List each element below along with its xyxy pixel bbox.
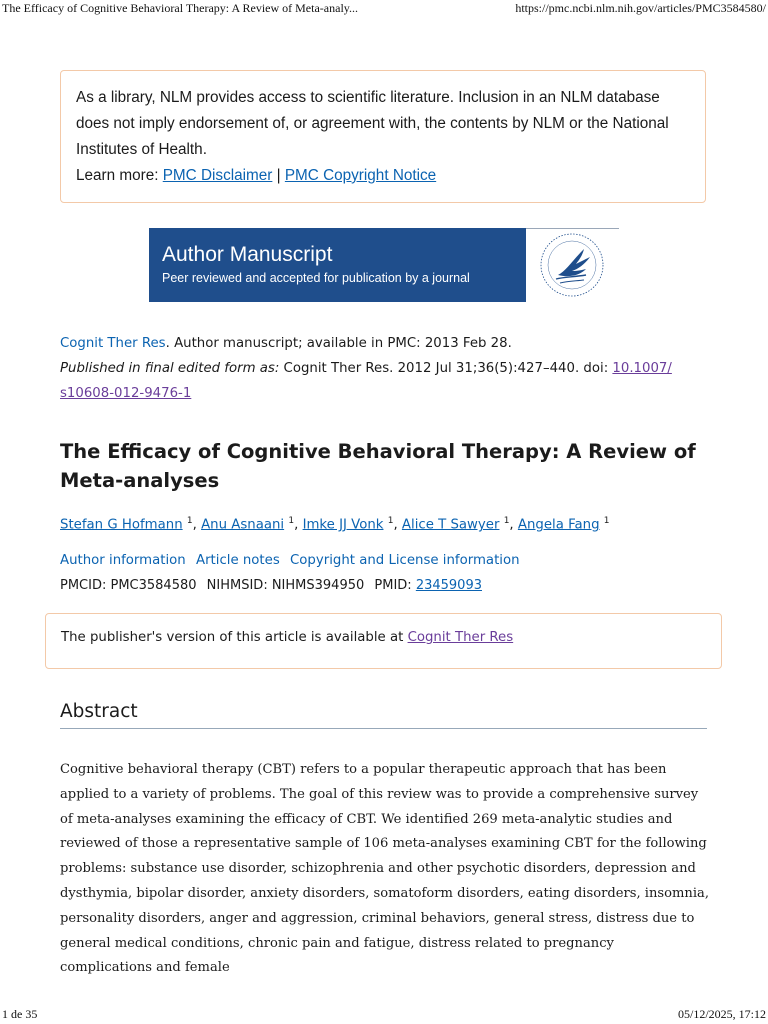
author-manuscript-banner [149, 228, 619, 302]
citation-block [60, 331, 700, 406]
published-ref: Cognit Ther Res. 2012 Jul 31;36(5):427–440. doi: [279, 361, 613, 376]
pmc-disclaimer-link[interactable]: PMC Disclaimer [162, 167, 273, 184]
author-affiliation: 1 [387, 516, 394, 526]
nihmsid: NIHMSID: NIHMS394950 [206, 578, 365, 593]
banner-subtitle: Peer reviewed and accepted for publication by a journal [162, 271, 470, 285]
author-affiliation: 1 [288, 516, 295, 526]
author-link[interactable]: Alice T Sawyer [401, 517, 500, 533]
print-header [0, 0, 768, 18]
pmcid: PMCID: PMC3584580 [60, 578, 197, 593]
journal-link[interactable]: Cognit Ther Res [60, 336, 166, 351]
publisher-version-box [45, 613, 722, 669]
pmc-copyright-link[interactable]: PMC Copyright Notice [284, 167, 437, 184]
availability-text: . Author manuscript; available in PMC: 2013 Feb 28. [165, 336, 512, 351]
article-notes-button[interactable]: Article notes [195, 553, 280, 568]
author-link[interactable]: Stefan G Hofmann [60, 517, 183, 533]
print-header-title: The Efficacy of Cognitive Behavioral Therapy: A Review of Meta-analy... [2, 1, 358, 15]
print-footer [0, 1006, 768, 1024]
banner-title: Author Manuscript [162, 243, 333, 266]
nlm-disclaimer-box [60, 70, 706, 203]
author-affiliation: 1 [503, 516, 510, 526]
article-meta-links [60, 550, 526, 572]
doi-link[interactable]: 10.1007/ s10608-012-9476-1 [60, 361, 672, 401]
page-number: 1 de 35 [2, 1007, 38, 1021]
author-link[interactable]: Angela Fang [517, 517, 600, 533]
hhs-seal-icon [538, 231, 606, 299]
pmid-label: PMID: [374, 578, 412, 593]
author-affiliation: 1 [186, 516, 193, 526]
link-separator: | [276, 167, 281, 184]
article-title: The Efficacy of Cognitive Behavioral Therapy: A Review of Meta-analyses [60, 440, 696, 492]
banner-blue-panel [149, 228, 526, 302]
print-datetime: 05/12/2025, 17:12 [677, 1007, 766, 1021]
pmid-link[interactable]: 23459093 [415, 578, 482, 593]
author-affiliation: 1 [603, 516, 610, 526]
publisher-text: The publisher's version of this article is available at [61, 630, 404, 645]
author-list: Stefan G Hofmann $^1$, Anu Asnaani $^1$, Imke JJ Vonk $^1$, Alice T Sawyer $^1$, Angela Fang $^1$ [60, 516, 610, 533]
banner-seal-panel [526, 228, 619, 302]
author-link[interactable]: Anu Asnaani [201, 517, 285, 533]
article-ids [60, 575, 482, 597]
print-header-url: https://pmc.ncbi.nlm.nih.gov/articles/PMC3584580/ [515, 1, 766, 15]
learn-more-label: Learn more: [76, 167, 159, 184]
published-label: Published in final edited form as: [60, 361, 280, 376]
abstract-text: Cognitive behavioral therapy (CBT) refers to a popular therapeutic approach that has been applied to a variety of problems. The goal of this review was to provide a comprehensive survey of meta-analyses examining the efficacy of CBT. We identified 269 meta-analytic studies and reviewed of those a representative sample of 106 meta-analyses examining CBT for the following problems: substance use disorder, schizophrenia and other psychotic disorders, depression and dysthymia, bipolar disorder, anxiety disorders, somatoform disorders, eating disorders, insomnia, personality disorders, anger and aggression, criminal behaviors, general stress, distress due to general medical conditions, chronic pain and fatigue, distress related to pregnancy complications and female [60, 762, 710, 976]
disclaimer-text: As a library, NLM provides access to scientific literature. Inclusion in an NLM database does not imply endorsement of, or agreement with, the contents by NLM or the National Institutes of Health. [76, 89, 669, 158]
abstract-heading: Abstract [60, 701, 707, 729]
publisher-link[interactable]: Cognit Ther Res [407, 630, 514, 645]
author-link[interactable]: Imke JJ Vonk [302, 517, 384, 533]
copyright-license-button[interactable]: Copyright and License information [290, 553, 520, 568]
author-information-button[interactable]: Author information [60, 553, 186, 568]
